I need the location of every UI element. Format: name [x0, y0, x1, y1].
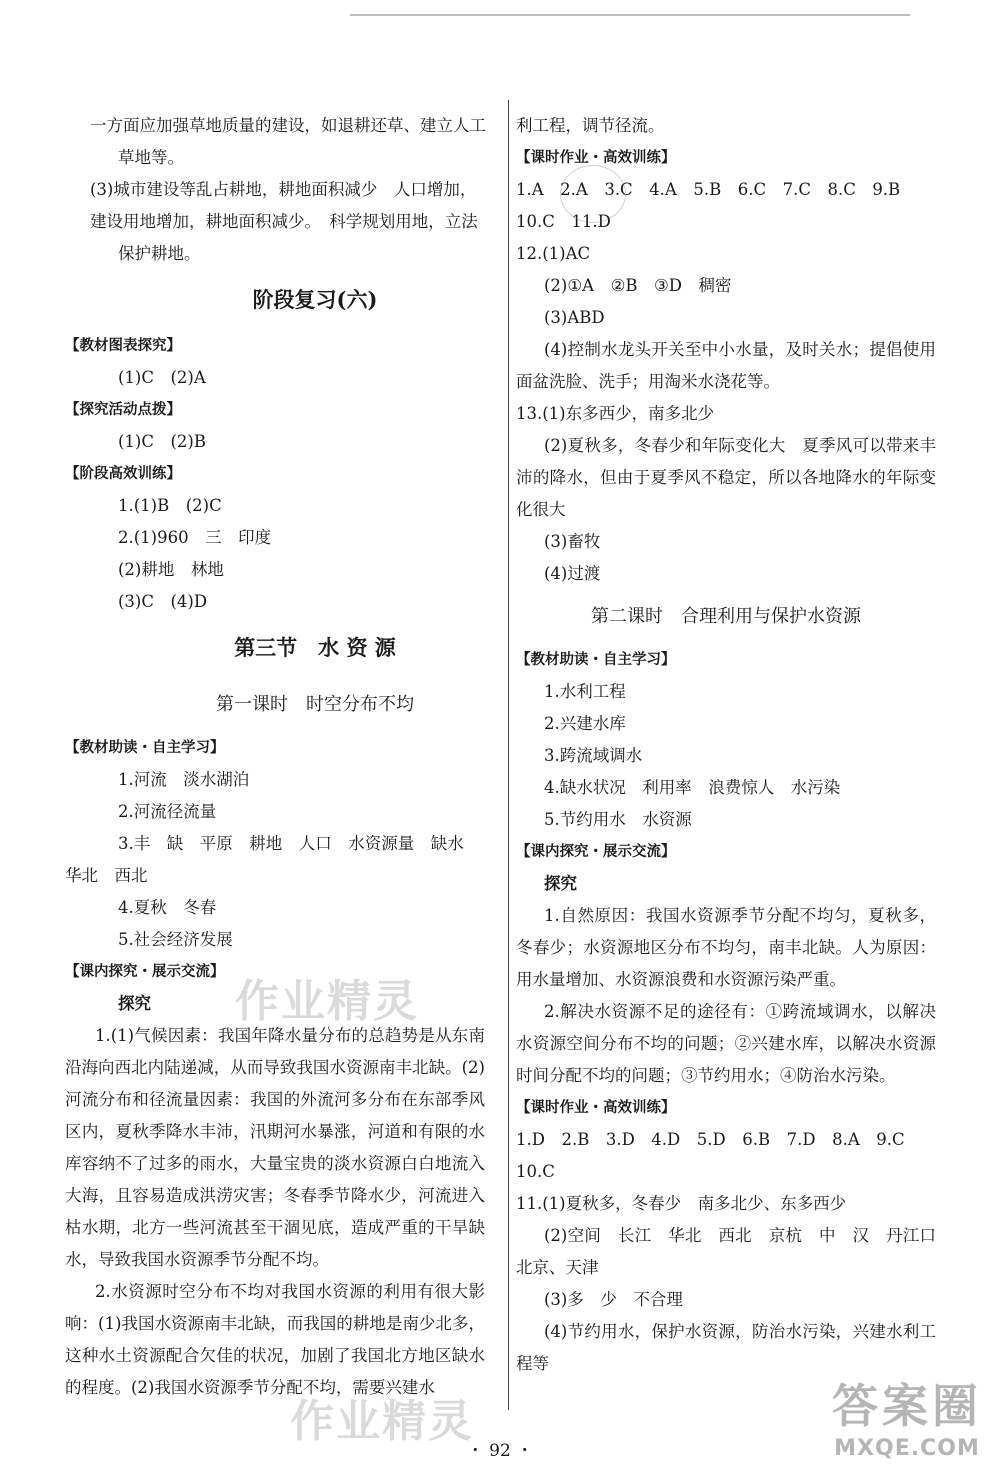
paragraph: (4)控制水龙头开关至中小水量，及时关水；提倡使用面盆洗脸、洗手；用淘米水浇花等。 — [516, 340, 936, 391]
answer-line: 2.河流径流量 — [118, 802, 217, 821]
answer-line: 3.跨流域调水 — [544, 746, 643, 765]
explore-label: 探究 — [544, 874, 577, 893]
lesson-heading: 第一课时 时空分布不均 — [216, 694, 414, 715]
answer-line: 1.水利工程 — [544, 682, 626, 701]
answer-line: 5.节约用水 水资源 — [544, 810, 692, 829]
answer-line: 11.(1)夏秋多，冬春少 南多北少、东多西少 — [516, 1194, 847, 1213]
section-tag: 【课时作业・高效训练】 — [516, 1100, 676, 1116]
answer-line: 10.C 11.D — [516, 212, 611, 231]
answer-line: (3)畜牧 — [544, 532, 601, 551]
text-line: 保护耕地。 — [118, 244, 201, 263]
answer-line: 3.丰 缺 平原 耕地 人口 水资源量 缺水 — [118, 834, 464, 853]
answer-line: (3)C (4)D — [118, 592, 208, 611]
watermark-mid: 作业精灵 — [235, 976, 419, 1027]
section-tag: 【阶段高效训练】 — [65, 466, 181, 482]
page-number: ・ 92 ・ — [466, 1441, 534, 1461]
answer-line: 1.河流 淡水湖泊 — [118, 770, 250, 789]
answer-line: 12.(1)AC — [516, 244, 591, 263]
paragraph: 1.自然原因：我国水资源季节分配不均匀，夏秋多，冬春少；水资源地区分布不均匀，南丰北缺。人为原因：用水量增加、水资源浪费和水资源污染严重。 — [516, 906, 936, 989]
paragraph: (2)夏秋多，冬春少和年际变化大 夏季风可以带来丰沛的降水，但由于夏季风不稳定，所以各地降水的年际变化很大 — [516, 436, 936, 519]
watermark-bottom: 作业精灵 — [290, 1396, 474, 1447]
section-heading: 阶段复习(六) — [252, 287, 378, 312]
logo-text: 答案圈 — [832, 1379, 982, 1433]
answer-line: 华北 西北 — [65, 866, 148, 885]
answer-line: 4.缺水状况 利用率 浪费惊人 水污染 — [544, 778, 841, 797]
section-heading: 第三节 水 资 源 — [234, 635, 396, 660]
text-line: (3)城市建设等乱占耕地，耕地面积减少 人口增加， — [90, 180, 477, 199]
section-tag: 【教材图表探究】 — [65, 338, 181, 354]
paragraph: 1.(1)气候因素：我国年降水量分布的总趋势是从东南沿海向西北内陆递减，从而导致我国水资源南丰北缺。(2)河流分布和径流量因素：我国的外流河多分布在东部季风区内，夏秋季降水丰沛，汛期河水暴涨，河道和有限的水库容纳不了过多的雨水，大量宝贵的淡水资源白白地流入大海，且容易造成洪涝灾害；冬春季节降水少，河流进入枯水期，北方一些河流甚至干涸见底，造成严重的干旱缺水，导致我国水资源季节分配不均。 — [65, 1026, 485, 1269]
section-tag: 【课时作业・高效训练】 — [516, 150, 676, 166]
answer-line: (1)C (2)B — [118, 432, 206, 451]
answer-line: (3)ABD — [544, 308, 605, 327]
stamp-mark — [560, 165, 626, 223]
section-tag: 【探究活动点拨】 — [65, 402, 181, 418]
answer-line: (2)①A ②B ③D 稠密 — [544, 276, 732, 295]
answer-line: 2.(1)960 三 印度 — [118, 528, 272, 547]
logo-domain: MXQE.COM — [834, 1436, 980, 1461]
answer-line: 2.兴建水库 — [544, 714, 626, 733]
paragraph: (4)节约用水，保护水资源，防治水污染，兴建水利工程等 — [516, 1322, 936, 1373]
text-line: 建设用地增加，耕地面积减少。 科学规划用地，立法 — [90, 212, 478, 231]
answer-line: (2)耕地 林地 — [118, 560, 224, 579]
paragraph: (2)空间 长江 华北 西北 京杭 中 汉 丹江口 北京、天津 — [516, 1226, 953, 1277]
text-line: 一方面应加强草地质量的建设，如退耕还草、建立人工 — [90, 116, 486, 135]
right-column — [516, 110, 953, 1380]
text-line: 利工程，调节径流。 — [516, 116, 665, 135]
answer-line: (1)C (2)A — [118, 368, 206, 387]
section-tag: 【课内探究・展示交流】 — [65, 964, 225, 980]
section-tag: 【教材助读・自主学习】 — [65, 740, 225, 756]
answer-line: 1.D 2.B 3.D 4.D 5.D 6.B 7.D 8.A 9.C — [516, 1130, 905, 1149]
answer-line: 4.夏秋 冬春 — [118, 898, 217, 917]
answer-line: 10.C — [516, 1162, 555, 1181]
answer-line: 1.(1)B (2)C — [118, 496, 222, 515]
explore-label: 探究 — [118, 994, 151, 1013]
paragraph: 2.解决水资源不足的途径有：①跨流域调水，以解决水资源空间分布不均的问题；②兴建水库，以解决水资源时间分配不均的问题；③节约用水；④防治水污染。 — [516, 1002, 936, 1085]
site-logo-watermark — [832, 1370, 982, 1461]
paragraph: 2.水资源时空分布不均对我国水资源的利用有很大影响：(1)我国水资源南丰北缺，而我国的耕地是南少北多，这种水土资源配合欠佳的状况，加剧了我国北方地区缺水的程度。(2)我国水资源季节分配不均，需要兴建水 — [65, 1282, 485, 1397]
answer-line: 5.社会经济发展 — [118, 930, 233, 949]
section-tag: 【课内探究・展示交流】 — [516, 844, 676, 860]
top-rule — [350, 14, 910, 16]
answer-line: (4)过渡 — [544, 564, 601, 583]
section-tag: 【教材助读・自主学习】 — [516, 652, 676, 668]
answer-line: 13.(1)东多西少，南多北少 — [516, 404, 715, 423]
column-divider — [508, 100, 509, 1410]
lesson-heading: 第二课时 合理利用与保护水资源 — [591, 606, 861, 627]
answer-line: (3)多 少 不合理 — [544, 1290, 683, 1309]
answer-line: 1.A 2.A 3.C 4.A 5.B 6.C 7.C 8.C 9.B — [516, 180, 901, 199]
text-line: 草地等。 — [118, 148, 184, 167]
left-column — [65, 110, 540, 1404]
